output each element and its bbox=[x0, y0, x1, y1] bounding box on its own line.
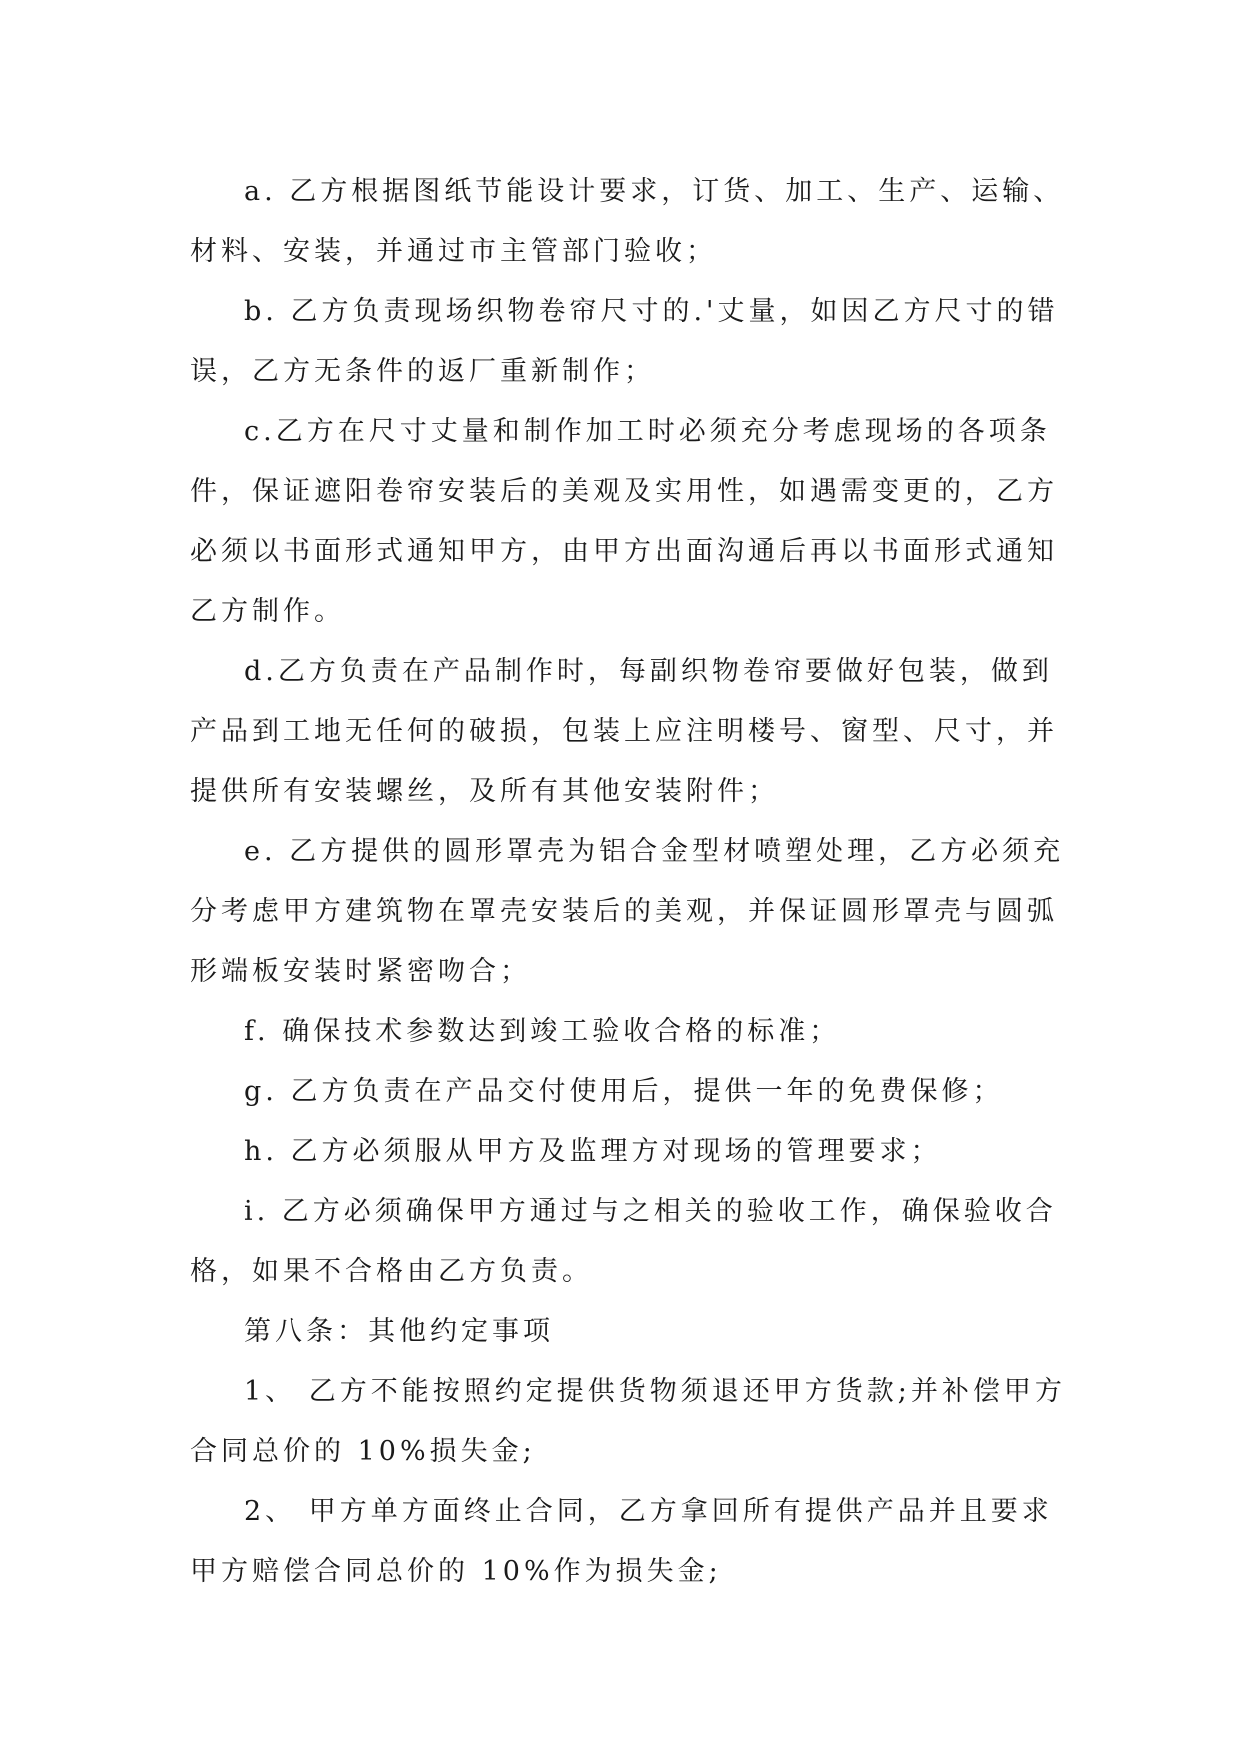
item-2: 2、 甲方单方面终止合同，乙方拿回所有提供产品并且要求甲方赔偿合同总价的 10%作为损失金; bbox=[190, 1496, 1053, 1587]
item-1: 1、 乙方不能按照约定提供货物须退还甲方货款;并补偿甲方合同总价的 10%损失金; bbox=[190, 1376, 1066, 1467]
clause-g: g. 乙方负责在产品交付使用后，提供一年的免费保修； bbox=[244, 1076, 1004, 1107]
clause-e: e. 乙方提供的圆形罩壳为铝合金型材喷塑处理，乙方必须充分考虑甲方建筑物在罩壳安装后的美观，并保证圆形罩壳与圆弧形端板安装时紧密吻合； bbox=[190, 836, 1065, 987]
contract-body bbox=[190, 162, 1075, 1602]
clause-c: c.乙方在尺寸丈量和制作加工时必须充分考虑现场的各项条件，保证遮阳卷帘安装后的美观及实用性，如遇需变更的，乙方必须以书面形式通知甲方，由甲方出面沟通后再以书面形式通知乙方制作。 bbox=[190, 416, 1058, 627]
clause-b: b. 乙方负责现场织物卷帘尺寸的.'丈量，如因乙方尺寸的错误，乙方无条件的返厂重新制作； bbox=[190, 296, 1059, 387]
section-heading: 第八条：其他约定事项 bbox=[244, 1316, 554, 1347]
clause-h: h. 乙方必须服从甲方及监理方对现场的管理要求； bbox=[244, 1136, 942, 1167]
clause-a: a. 乙方根据图纸节能设计要求，订货、加工、生产、运输、材料、安装，并通过市主管部门验收； bbox=[190, 176, 1065, 267]
clause-i: i. 乙方必须确保甲方通过与之相关的验收工作，确保验收合格，如果不合格由乙方负责。 bbox=[190, 1196, 1057, 1287]
clause-d: d.乙方负责在产品制作时，每副织物卷帘要做好包装，做到产品到工地无任何的破损，包装上应注明楼号、窗型、尺寸，并提供所有安装螺丝，及所有其他安装附件； bbox=[190, 656, 1058, 807]
clause-f: f. 确保技术参数达到竣工验收合格的标准； bbox=[244, 1016, 841, 1047]
